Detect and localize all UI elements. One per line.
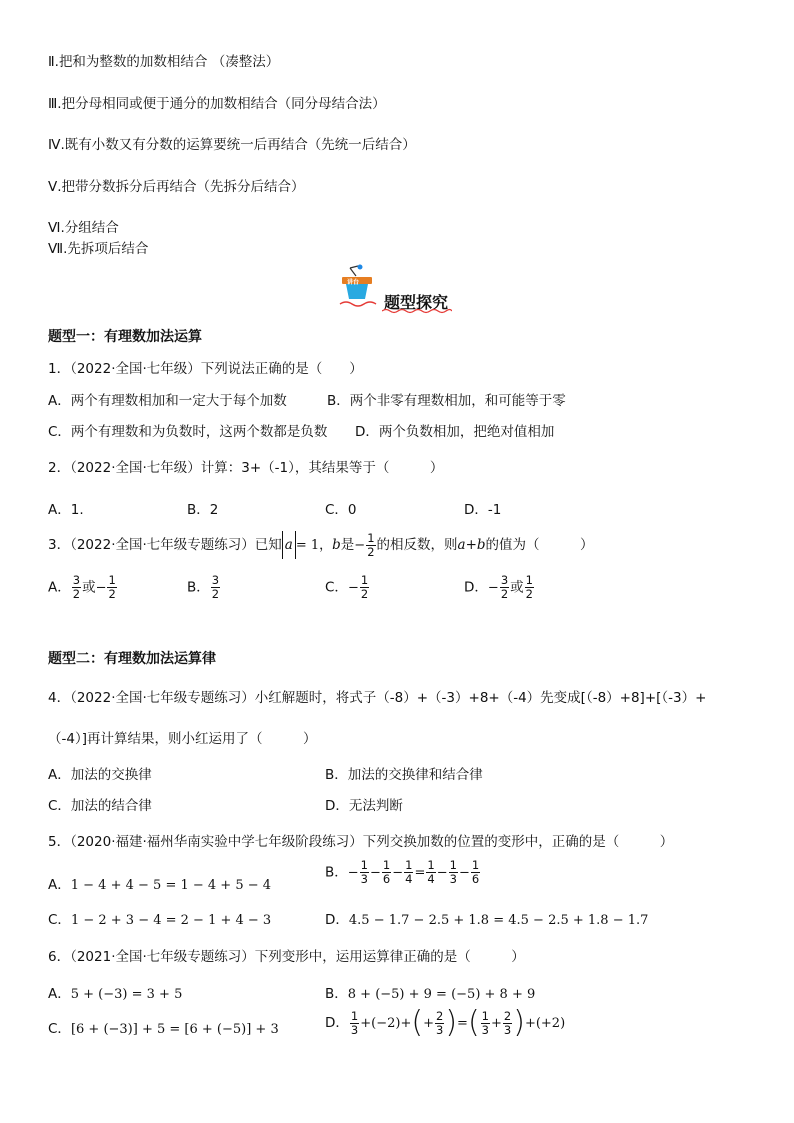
method-text: 把带分数拆分后再结合（先拆分后结合） (61, 179, 305, 195)
q3-text-mid: 是 (340, 537, 355, 553)
banner-wave-underline (382, 308, 452, 314)
q5-option-b: B．− $\frac{1}{3}$ − $\frac{1}{6}$ − $\frac{1}{4}$ = $\frac{1}{4}$ − $\frac{1}{3}$ − $\frac{1}{6}$ (325, 858, 480, 886)
q6-option-b: B．8 + (−5) + 9 = (−5) + 8 + 9 (325, 986, 536, 1002)
banner-title: 题型探究 (384, 293, 449, 312)
q3-fraction: $\frac{1}{2}$ (367, 530, 375, 559)
method-text: 先拆项后结合 (67, 241, 149, 257)
q5-option-c: C．1 − 2 + 3 − 4 = 2 − 1 + 4 − 3 (48, 912, 272, 928)
q4-option-b: B．加法的交换律和结合律 (325, 767, 483, 783)
section-title-2: 题型二：有理数加法运算律 (48, 651, 216, 667)
q3-option-b: B． $\frac{3}{2}$ (187, 573, 220, 601)
q3-var-b: b (332, 537, 341, 553)
section-title-1: 题型一：有理数加法运算 (48, 329, 202, 345)
q6-option-c: C．[6 + (−3)] + 5 = [6 + (−5)] + 3 (48, 1021, 279, 1037)
q1-option-c: C．两个有理数和为负数时，这两个数都是负数 (48, 424, 328, 440)
method-numeral: Ⅴ. (48, 179, 62, 195)
section-banner (338, 262, 458, 312)
q4-option-d: D．无法判断 (325, 798, 403, 814)
q6-stem: 6．（2021·全国·七年级专题练习）下列变形中，运用运算律正确的是（ ） (48, 949, 525, 965)
q2-option-a: A．1. (48, 502, 84, 518)
q3-var-ab: a+b (457, 537, 486, 553)
q4-option-a: A．加法的交换律 (48, 767, 152, 783)
method-text: 分组结合 (64, 220, 119, 236)
method-4 (48, 133, 416, 153)
q2-option-b: B．2 (187, 502, 219, 518)
method-2 (48, 50, 279, 70)
q2-stem: 2．（2022·全国·七年级）计算：3+（-1），其结果等于（ ） (48, 460, 444, 476)
q1-stem: 1．（2022·全国·七年级）下列说法正确的是（ ） (48, 361, 363, 377)
q3-text-end: 的值为（ ） (485, 537, 594, 553)
q1-option-b: B．两个非零有理数相加，和可能等于零 (327, 393, 566, 409)
q3-option-d: D．− $\frac{3}{2}$ 或 $\frac{1}{2}$ (464, 573, 533, 601)
method-7 (48, 237, 148, 257)
q3-stem (48, 531, 594, 560)
q3-minus: − (354, 538, 366, 553)
q3-text-post: 的相反数，则 (376, 537, 458, 553)
method-numeral: Ⅶ. (48, 241, 68, 257)
q6-option-d: D． $\frac{1}{3}$ +(−2)+(+ $\frac{2}{3}$ )=( $\frac{1}{3}$ + $\frac{2}{3}$ )+(+2) (325, 1005, 566, 1040)
podium-label: 讲台 (347, 279, 360, 286)
method-6 (48, 216, 119, 236)
q4-stem-line2: （-4）]再计算结果，则小红运用了（ ） (48, 731, 317, 747)
method-numeral: Ⅲ. (48, 96, 62, 112)
method-text: 既有小数又有分数的运算要统一后再结合（先统一后结合） (64, 137, 416, 153)
q6-option-a: A．5 + (−3) = 3 + 5 (48, 986, 183, 1002)
method-5 (48, 175, 305, 195)
method-numeral: Ⅳ. (48, 137, 65, 153)
q3-option-a: A． $\frac{3}{2}$ 或− $\frac{1}{2}$ (48, 573, 116, 601)
q4-option-c: C．加法的结合律 (48, 798, 152, 814)
q3-option-c: C．− $\frac{1}{2}$ (325, 573, 369, 601)
q5-option-d: D．4.5 − 1.7 − 2.5 + 1.8 = 4.5 − 2.5 + 1.8 − 1.7 (325, 912, 649, 928)
q4-stem-line1: 4．（2022·全国·七年级专题练习）小红解题时，将式子（-8）+（-3）+8+（-4）先变成[（-8）+8]+[（-3）+ (48, 690, 707, 706)
method-numeral: Ⅵ. (48, 220, 65, 236)
q2-option-d: D．-1 (464, 502, 502, 518)
podium-icon (338, 262, 382, 312)
q1-option-d: D．两个负数相加，把绝对值相加 (355, 424, 555, 440)
method-numeral: Ⅱ. (48, 54, 59, 70)
q5-stem: 5．（2020·福建·福州华南实验中学七年级阶段练习）下列交换加数的位置的变形中，正确的是（ ） (48, 834, 674, 850)
q3-text-pre: 3．（2022·全国·七年级专题练习）已知 (48, 537, 282, 553)
q5-option-a: A．1 − 4 + 4 − 5 = 1 − 4 + 5 − 4 (48, 877, 272, 893)
method-3 (48, 92, 386, 112)
q3-abs-a: a (282, 531, 296, 559)
q3-eq: = 1， (295, 538, 333, 553)
method-text: 把和为整数的加数相结合 （凑整法） (58, 54, 280, 70)
q1-option-a: A．两个有理数相加和一定大于每个加数 (48, 393, 287, 409)
q2-option-c: C．0 (325, 502, 357, 518)
method-text: 把分母相同或便于通分的加数相结合（同分母结合法） (61, 96, 386, 112)
